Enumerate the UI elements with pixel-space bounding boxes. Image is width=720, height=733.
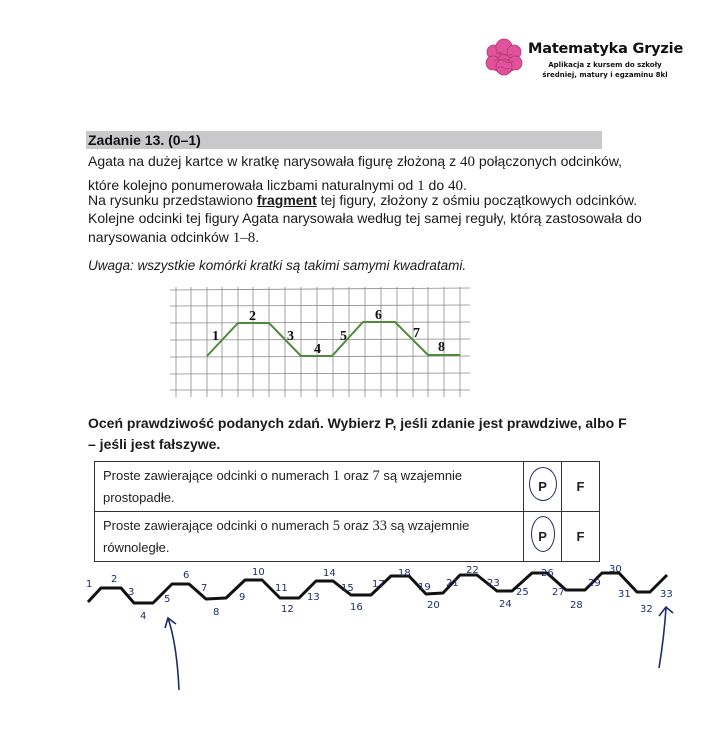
option-f-2[interactable] xyxy=(562,512,600,562)
text: do xyxy=(424,177,449,193)
task-text-line-3 xyxy=(88,192,637,208)
task-title: Zadanie 13. (0–1) xyxy=(88,132,201,148)
svg-text:21: 21 xyxy=(446,578,459,589)
text: Proste zawierające odcinki o numerach xyxy=(103,518,333,533)
svg-text:3: 3 xyxy=(287,329,294,344)
task-note: Uwaga: wszystkie komórki kratki są takimi samymi kwadratami. xyxy=(88,258,467,273)
option-f-1[interactable] xyxy=(562,462,600,512)
svg-text:7: 7 xyxy=(201,583,208,594)
number: 1–8 xyxy=(232,230,256,246)
svg-text:2: 2 xyxy=(249,309,256,324)
svg-text:30: 30 xyxy=(609,564,622,575)
task-header xyxy=(86,131,602,149)
brand-logo xyxy=(480,38,700,94)
text: równoległe. xyxy=(103,540,170,555)
number: 1 xyxy=(332,468,341,484)
segment-labels xyxy=(212,308,445,357)
grid-figure-svg xyxy=(170,282,470,397)
text: które kolejno ponumerowała liczbami naturalnymi od xyxy=(88,177,418,193)
handwritten-circle xyxy=(529,467,557,501)
brain-icon xyxy=(482,38,526,78)
text: Proste zawierające odcinki o numerach xyxy=(103,468,333,483)
svg-text:12: 12 xyxy=(281,604,294,615)
svg-text:26: 26 xyxy=(541,568,554,579)
svg-text:4: 4 xyxy=(140,611,147,622)
svg-text:7: 7 xyxy=(413,326,420,341)
number: 40 xyxy=(448,178,464,194)
segment-numbers xyxy=(86,564,673,622)
svg-text:25: 25 xyxy=(516,587,529,598)
svg-text:9: 9 xyxy=(239,592,246,603)
question-instruction: Oceń prawdziwość podanych zdań. Wybierz P, jeśli zdanie jest prawdziwe, albo F – jeśli jest fałszywe. xyxy=(88,415,627,452)
task-text-line-4 xyxy=(88,210,642,226)
svg-text:31: 31 xyxy=(618,589,631,600)
text: tej figury, złożony z ośmiu początkowych odcinków. xyxy=(316,192,638,208)
svg-text:22: 22 xyxy=(466,565,479,576)
svg-text:2: 2 xyxy=(111,574,118,585)
option-label: F xyxy=(576,529,585,544)
text: są wzajemnie xyxy=(379,468,463,483)
svg-text:20: 20 xyxy=(427,600,440,611)
svg-text:15: 15 xyxy=(341,583,354,594)
table-row xyxy=(95,512,600,562)
svg-text:6: 6 xyxy=(183,570,190,581)
svg-text:11: 11 xyxy=(275,583,288,594)
svg-text:6: 6 xyxy=(375,308,382,323)
arrow-icon xyxy=(165,607,673,690)
text: Na rysunku przedstawiono xyxy=(88,192,257,208)
svg-text:8: 8 xyxy=(438,340,445,355)
text: prostopadłe. xyxy=(103,490,175,505)
text: Agata na dużej kartce w kratkę narysowała figurę złożoną z xyxy=(88,153,460,169)
option-p-2[interactable] xyxy=(524,512,562,562)
text: oraz xyxy=(340,468,373,483)
text: są wzajemnie xyxy=(387,518,470,533)
svg-text:19: 19 xyxy=(418,582,431,593)
brand-title: Matematyka Gryzie xyxy=(528,41,684,57)
task-text-line-5 xyxy=(88,229,259,247)
handwritten-zigzag xyxy=(0,560,720,733)
number: 33 xyxy=(372,518,388,534)
svg-text:13: 13 xyxy=(307,592,320,603)
number: 5 xyxy=(332,518,341,534)
svg-text:14: 14 xyxy=(323,568,336,579)
svg-text:27: 27 xyxy=(552,587,565,598)
svg-text:16: 16 xyxy=(350,602,363,613)
number: 1 xyxy=(417,178,425,194)
grid-figure xyxy=(170,282,470,397)
svg-text:24: 24 xyxy=(499,599,512,610)
handwritten-circle xyxy=(531,516,555,552)
text: narysowania odcinków xyxy=(88,229,233,245)
statement-2 xyxy=(95,512,524,562)
svg-text:18: 18 xyxy=(398,568,411,579)
svg-text:23: 23 xyxy=(487,578,500,589)
svg-text:1: 1 xyxy=(212,329,219,344)
svg-text:5: 5 xyxy=(164,594,171,605)
text: połączonych odcinków, xyxy=(474,153,623,169)
svg-text:1: 1 xyxy=(86,579,93,590)
svg-text:4: 4 xyxy=(314,342,321,357)
svg-text:10: 10 xyxy=(252,567,265,578)
handwritten-sketch xyxy=(0,560,720,733)
number: 7 xyxy=(372,468,380,484)
text: Kolejne odcinki tej figury Agata narysowała według tej samej reguły, którą zastosowała do xyxy=(88,210,642,226)
svg-text:32: 32 xyxy=(640,604,653,615)
text: . xyxy=(255,229,260,245)
svg-text:29: 29 xyxy=(588,578,601,589)
option-label: F xyxy=(576,479,585,494)
option-label: P xyxy=(538,479,547,494)
emphasis-fragment: fragment xyxy=(256,192,317,208)
text: . xyxy=(463,177,467,193)
option-p-1[interactable] xyxy=(524,462,562,512)
svg-text:28: 28 xyxy=(570,600,583,611)
true-false-table xyxy=(94,461,600,562)
svg-text:17: 17 xyxy=(372,579,385,590)
svg-text:5: 5 xyxy=(340,329,347,344)
svg-text:8: 8 xyxy=(213,607,220,618)
option-label: P xyxy=(538,529,547,544)
table-row xyxy=(95,462,600,512)
statement-1 xyxy=(95,462,524,512)
svg-text:3: 3 xyxy=(128,587,135,598)
task-text-line-1 xyxy=(88,153,622,171)
brand-subtitle: Aplikacja z kursem do szkoły średniej, matury i egzaminu 8kl xyxy=(542,61,668,79)
text: oraz xyxy=(340,518,373,533)
number: 40 xyxy=(459,154,475,170)
svg-text:33: 33 xyxy=(660,589,673,600)
